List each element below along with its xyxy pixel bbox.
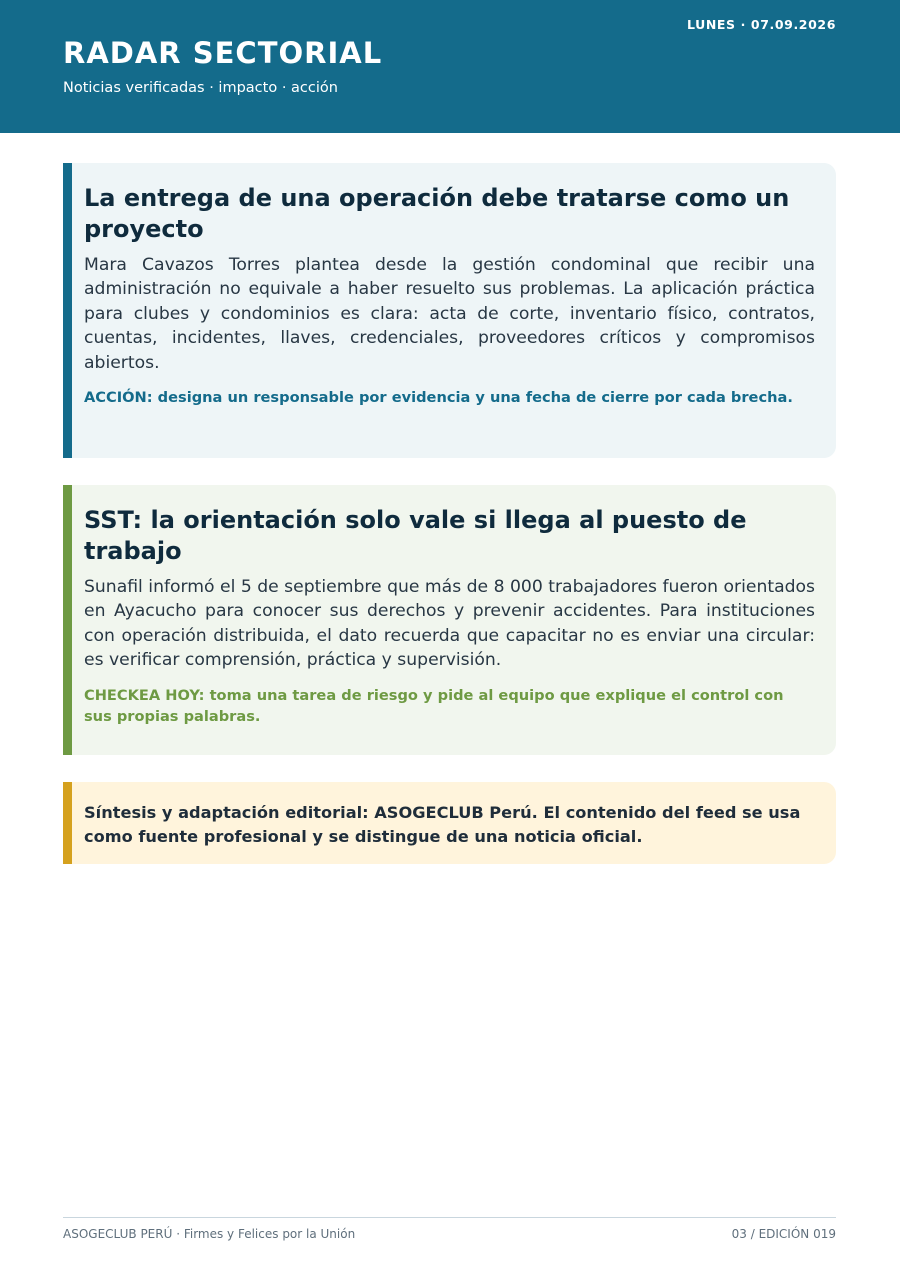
editorial-note-text: Síntesis y adaptación editorial: ASOGECLUB Perú. El contenido del feed se usa como fuente profesional y se distingue de una noticia oficial. — [84, 803, 801, 846]
issue-date: LUNES · 07.09.2026 — [686, 17, 836, 32]
news-card-title: SST: la orientación solo vale si llega al puesto de trabajo — [84, 506, 747, 565]
editorial-note — [63, 782, 836, 864]
news-card-action: ACCIÓN: designa un responsable por evidencia y una fecha de cierre por cada brecha. — [84, 389, 793, 407]
news-card-action: CHECKEA HOY: toma una tarea de riesgo y pide al equipo que explique el control con sus propias palabras. — [84, 686, 784, 726]
publication-subtitle: Noticias verificadas · impacto · acción — [63, 80, 338, 96]
news-card-handover — [63, 163, 836, 458]
page-header — [0, 0, 900, 133]
footer-organization: ASOGECLUB PERÚ · Firmes y Felices por la Unión — [63, 1227, 356, 1241]
news-card-body: Mara Cavazos Torres plantea desde la gestión condominal que recibir una administración no equivale a haber resuelto sus problemas. La aplicación práctica para clubes y condominios es clara: acta de corte, inventario físico, contratos, cuentas, incidentes, llaves, credenciales, proveedores críticos y compromisos abiertos. — [84, 255, 815, 373]
page-footer — [63, 1217, 836, 1241]
footer-page-number: 03 / EDICIÓN 019 — [731, 1227, 836, 1241]
news-card-body: Sunafil informó el 5 de septiembre que más de 8 000 trabajadores fueron orientados en Ayacucho para conocer sus derechos y prevenir accidentes. Para instituciones con operación distribuida, el dato recuerda que capacitar no es enviar una circular: es verificar comprensión, práctica y supervisión. — [84, 577, 815, 671]
news-card-sst — [63, 485, 836, 755]
news-card-title: La entrega de una operación debe tratarse como un proyecto — [84, 184, 790, 243]
publication-title: RADAR SECTORIAL — [63, 36, 383, 70]
